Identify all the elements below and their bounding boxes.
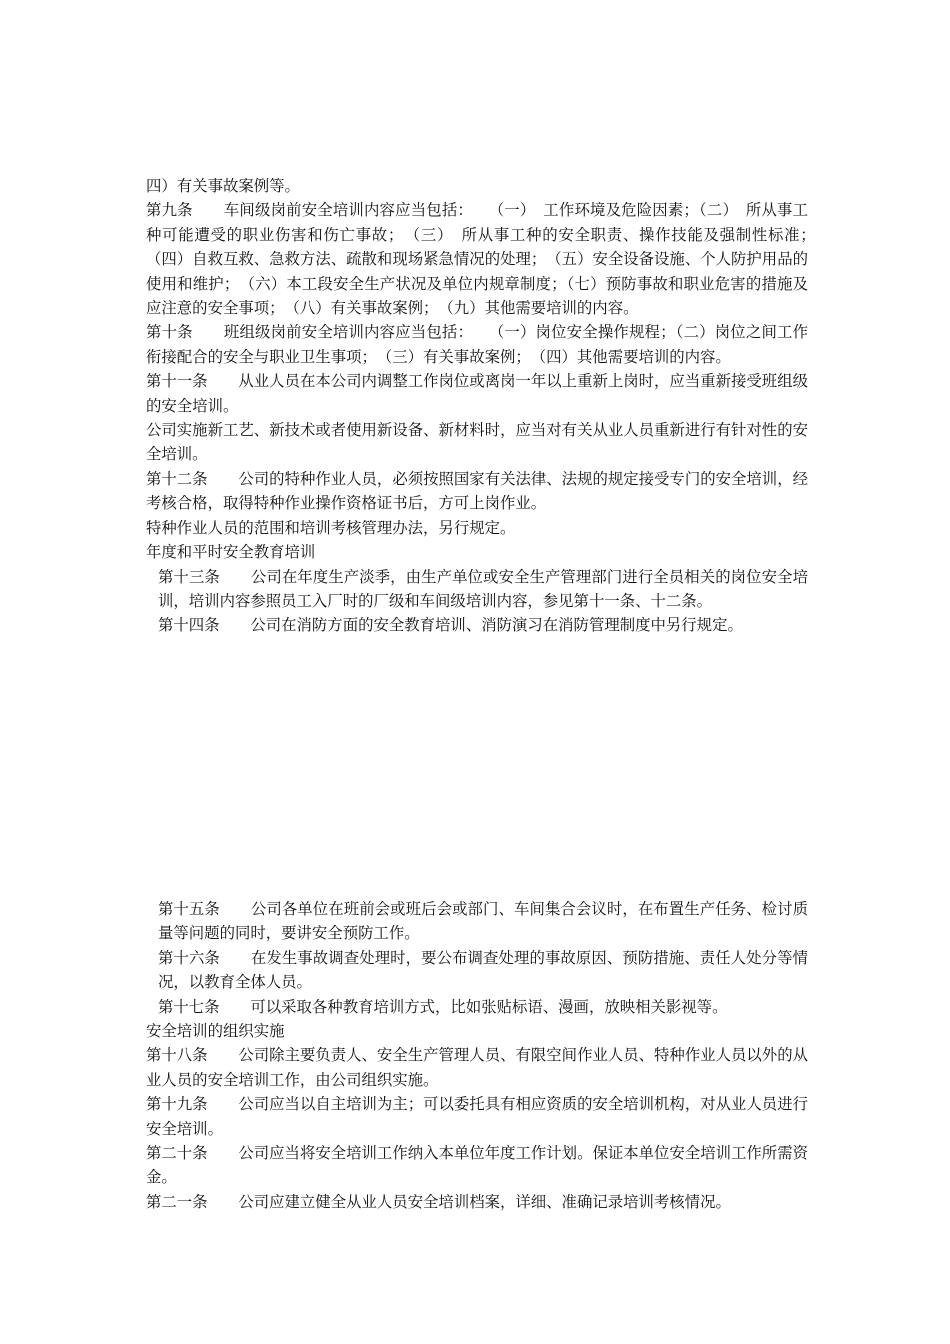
- article-17: 第十七条 可以采取各种教育培训方式，比如张贴标语、漫画，放映相关影视等。: [158, 997, 728, 1016]
- article-11-paragraph-2: 公司实施新工艺、新技术或者使用新设备、新材料时，应当对有关从业人员重新进行有针对性的安全培训。: [146, 421, 808, 464]
- article-18: 第十八条 公司除主要负责人、安全生产管理人员、有限空间作业人员、特种作业人员以外的从业人员的安全培训工作，由公司组织实施。: [146, 1046, 808, 1089]
- article-19: 第十九条 公司应当以自主培训为主；可以委托具有相应资质的安全培训机构，对从业人员进行安全培训。: [146, 1095, 808, 1138]
- article-10: 第十条 班组级岗前安全培训内容应当包括： （一）岗位安全操作规程；（二）岗位之间工作衔接配合的安全与职业卫生事项； （三）有关事故案例； （四）其他需要培训的内容。: [146, 323, 808, 366]
- text-block-lower: [146, 897, 808, 1214]
- section-heading-annual-training: 年度和平时安全教育培训: [146, 543, 316, 562]
- article-13: 第十三条 公司在年度生产淡季，由生产单位或安全生产管理部门进行全员相关的岗位安全培训，培训内容参照员工入厂时的厂级和车间级培训内容，参见第十一条、十二条。: [158, 567, 808, 610]
- article-12: 第十二条 公司的特种作业人员，必须按照国家有关法律、法规的规定接受专门的安全培训，经考核合格，取得特种作业操作资格证书后，方可上岗作业。: [146, 469, 808, 513]
- section-heading-organization: 安全培训的组织实施: [146, 1022, 285, 1041]
- article-15: 第十五条 公司各单位在班前会或班后会或部门、车间集合会议时，在布置生产任务、检讨质量等问题的同时，要讲安全预防工作。: [158, 900, 808, 943]
- article-21: 第二一条 公司应建立健全从业人员安全培训档案，详细、准确记录培训考核情况。: [146, 1192, 731, 1211]
- article-16: 第十六条 在发生事故调查处理时，要公布调查处理的事故原因、预防措施、责任人处分等情况，以教育全体人员。: [158, 948, 808, 992]
- article-11: 第十一条 从业人员在本公司内调整工作岗位或离岗一年以上重新上岗时，应当重新接受班组级的安全培训。: [146, 372, 808, 415]
- article-9: 第九条 车间级岗前安全培训内容应当包括： （一） 工作环境及危险因素；（二） 所从事工种可能遭受的职业伤害和伤亡事故； （三） 所从事工种的安全职责、操作技能及强制性标准； （四）自救互救、急救方法、疏散和现场紧急情况的处理； （五）安全设备设施、个人防护用品的使用和维护； （六）本工段安全生产状况及单位内规章制度；（七）预防事故和职业危害的措施及应注意的安全事项； （八）有关事故案例； （九）其他需要培训的内容。: [146, 201, 824, 318]
- text-block-upper: [146, 174, 824, 638]
- article-20: 第二十条 公司应当将安全培训工作纳入本单位年度工作计划。保证本单位安全培训工作所需资金。: [146, 1144, 808, 1187]
- article-14: 第十四条 公司在消防方面的安全教育培训、消防演习在消防管理制度中另行规定。: [158, 616, 743, 635]
- paragraph-item-4-tail: 四）有关事故案例等。: [146, 177, 300, 195]
- article-12-paragraph-2: 特种作业人员的范围和培训考核管理办法，另行规定。: [146, 518, 516, 537]
